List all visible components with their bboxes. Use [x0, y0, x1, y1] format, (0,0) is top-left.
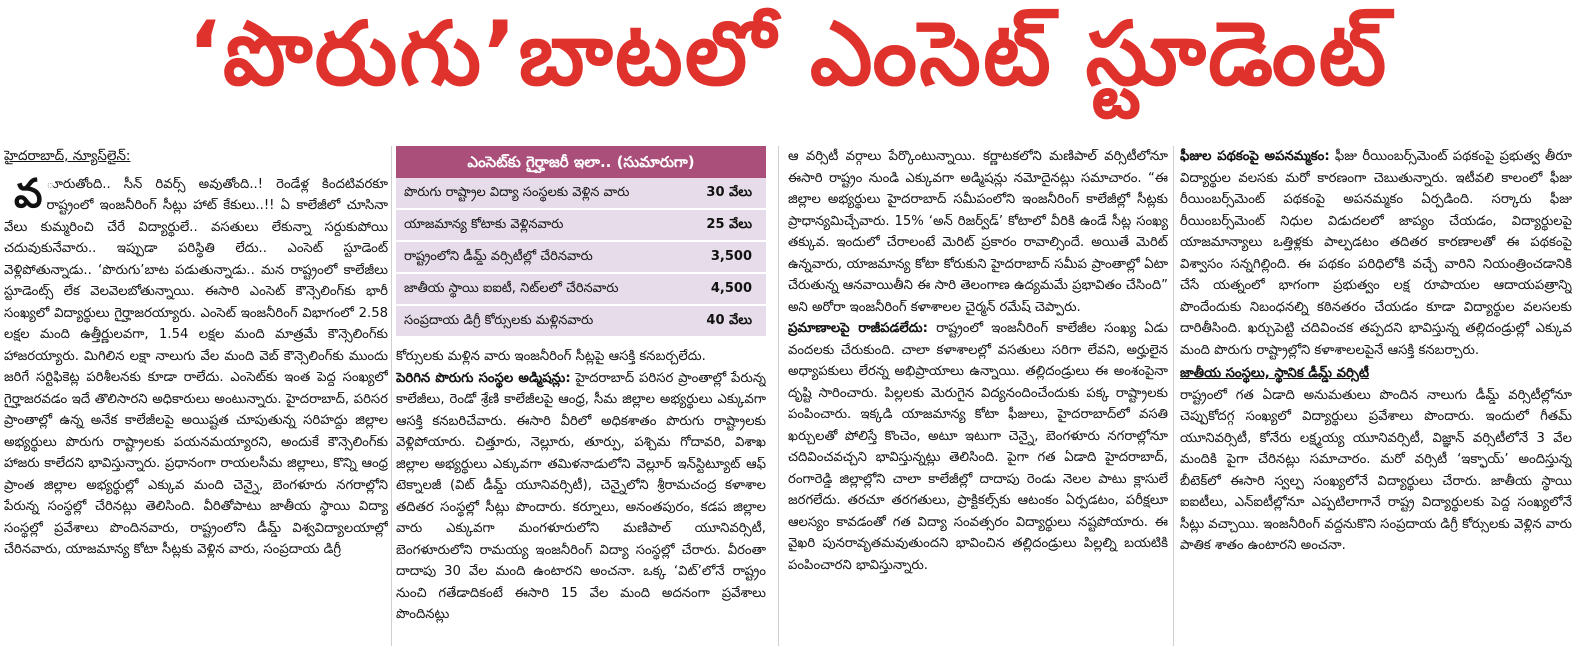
column-4 — [1180, 146, 1572, 650]
absentee-stats-box — [396, 146, 766, 338]
column-4-section-1 — [1180, 146, 1572, 361]
column-2 — [396, 146, 766, 650]
box-row-label: సంప్రదాయ డిగ్రీ కోర్సులకు మళ్లినవారు — [404, 313, 594, 329]
box-row — [396, 210, 766, 242]
box-row — [396, 274, 766, 306]
column-3-section — [788, 318, 1168, 576]
box-row-value: 4,500 — [710, 281, 752, 297]
column-2-text: హైదరాబాద్ పరిసర ప్రాంతాల్లో పేరున్న కాలేజీలు, రెండో శ్రేణి కాలేజీలపై ఆంధ్ర, సీమ జిల్లాల అభ్యర్థులు ఎక్కువగా ఆసక్తి కనబరిచేవారు. ఈసారి వీరిలో అధికశాతం పొరుగు రాష్ట్రాలకు వెళ్లిపోయారు. చిత్తూరు, నెల్లూరు, తూర్పు, పశ్చిమ గోదావరి, విశాఖ జిల్లాల అభ్యర్థులు ఎక్కువగా తమిళనాడులోని వెల్లూర్ ఇన్‌స్టిట్యూట్ ఆఫ్ టెక్నాలజీ (విట్ డీమ్డ్ యూనివర్సిటీ), చెన్నైలోని శ్రీరామచంద్ర కళాశాల తదితర సంస్థల్లో సీట్లు పొందారు. కర్నూలు, అనంతపురం, కడప జిల్లాల వారు ఎక్కువగా మంగళూరులోని మణిపాల్ యూనివర్సిటీ, బెంగళూరులోని రామయ్య ఇంజనీరింగ్ విద్యా సంస్థల్లో చేరారు. వీరంతా దాదాపు 30 వేల మంది ఉంటారని అంచనా. ఒక్క ‘విట్’లోనే రాష్ట్రం నుంచి గతేడాదికంటే ఈసారి 15 వేల మంది అదనంగా ప్రవేశాలు పొందినట్లు — [396, 370, 766, 622]
column-4-text-1: ఫీజు రీయింబర్స్‌మెంట్ పథకంపై ప్రభుత్వ తీరూ విద్యార్థుల వలసకు మరో కారణంగా చెబుతున్నారు. ఇటీవలి కాలంలో ఫీజు రీయింబర్స్‌మెంట్ పథకంపై అపనమ్మకం ఏర్పడింది. సర్కారు ఫీజు రీయింబర్స్‌మెంట్ నిధుల విడుదలలో జాప్యం చేయడం, విద్యార్థులపై యాజమాన్యాలు ఒత్తిళ్లకు పాల్పడటం తదితర కారణాలతో ఈ పథకంపై విశ్వాసం సన్నగిల్లింది. ఈ పథకం పరిధిలోకి వచ్చే వారిని నియంత్రించడానికి చేసే యత్నంలో భాగంగా ప్రభుత్వం లక్ష రూపాయల ఆదాయపత్రాన్ని పొందేందుకు నిబంధనల్ని కఠినతరం చేయడం కూడా విద్యార్థుల వలసలకు దారితీసింది. ఖర్చుపెట్టి చదివించక తప్పదని భావిస్తున్న తల్లిదండ్రుల్లో ఎక్కువ మంది పొరుగు రాష్ట్రాల్లోని కళాశాలలపైనే ఆసక్తి కనబర్చారు. — [1180, 149, 1572, 358]
box-row-value: 3,500 — [710, 249, 752, 265]
column-divider — [1173, 146, 1174, 646]
box-row-label: జాతీయ స్థాయి ఐఐటీ, నిట్‌లలో చేరినవారు — [404, 281, 619, 297]
box-row — [396, 178, 766, 210]
dateline: హైదరాబాద్, న్యూస్‌లైన్: — [4, 148, 131, 164]
box-row-value: 30 వేలు — [706, 185, 752, 201]
box-row — [396, 242, 766, 274]
column-2-section — [396, 368, 766, 626]
box-row-label: పొరుగు రాష్ట్రాల విద్యా సంస్థలకు వెళ్లిన వారు — [404, 185, 630, 201]
column-divider — [778, 146, 779, 646]
column-divider — [391, 146, 392, 646]
subheading: ప్రమాణాలపై రాజీపడలేదు: — [788, 321, 928, 336]
column-3 — [788, 146, 1168, 650]
subheading: ఫీజుల పథకంపై అపనమ్మకం: — [1180, 149, 1330, 164]
subheading: పెరిగిన పొరుగు సంస్థల అడ్మిషన్లు: — [396, 370, 571, 386]
box-row-value: 25 వేలు — [706, 217, 752, 233]
column-3-text-2: రాష్ట్రంలో ఇంజనీరింగ్ కాలేజీల సంఖ్య ఏడు వందలకు చేరుకుంది. చాలా కళాశాలల్లో వసతులు సరిగా లేవని, అర్హులైన అధ్యాపకులు లేరన్న అభిప్రాయాలు ఉన్నాయి. తల్లిదండ్రులు ఈ అంశంపైనా దృష్టి సారించారు. పిల్లలకు మెరుగైన విద్యనందించేందుకు పక్క రాష్ట్రాలకు పంపించారు. ఇక్కడి యాజమాన్య కోటా ఫీజులు, హైదరాబాద్‌లో వసతి ఖర్చులతో పోలిస్తే కొంచెం, అటూ ఇటుగా చెన్నై, బెంగళూరు నగరాల్లోనూ చదివించవచ్చని భావిస్తున్నట్లు తెలిసింది. పైగా గత ఏడాది హైదరాబాద్, రంగారెడ్డి జిల్లాల్లోని చాలా కాలేజీల్లో దాదాపు రెండు నెలల పాటు క్లాసులే జరగలేదు. తరచూ తరగతులు, ప్రాక్టికల్స్‌కు ఆటంకం ఏర్పడటం, పరీక్షలూ ఆలస్యం కావడంతో గత విద్యా సంవత్సరం విద్యార్థులు నష్టపోయారు. ఈ వైఖరి పునరావృతమవుతుందని భావించిన తల్లిదండ్రులు పిల్లల్ని బయటికి పంపించారని భావిస్తున్నారు. — [788, 321, 1168, 573]
column-1-text: ూరుతోంది.. సీన్ రివర్స్ అవుతోంది..! రెండేళ్ల కిందటివరకూ రాష్ట్రంలో ఇంజనీరింగ్ సీట్లు హాట్ కేకులు..!! ఏ కాలేజీలో చూసినా వేలు కుమ్మరించి చేరే విద్యార్థులే.. వసతులు లేకున్నా సర్దుకుపోయి చదువుకునేవారు.. ఇప్పుడా పరిస్థితి లేదు.. ఎంసెట్ స్టూడెంట్ వెళ్లిపోతున్నాడు.. ‘పొరుగు’బాట పడుతున్నాడు.. మన రాష్ట్రంలో కాలేజీలు స్టూడెంట్స్ లేక వెలవెలబోతున్నాయి. ఈసారి ఎంసెట్ కౌన్సెలింగ్‌కు భారీ సంఖ్యలో విద్యార్థులు గైర్హాజరయ్యారు. ఎంసెట్ ఇంజనీరింగ్ విభాగంలో 2.58 లక్షల మంది ఉత్తీర్ణులవగా, 1.54 లక్షల మంది మాత్రమే కౌన్సెలింగ్‌కు హాజరయ్యారు. మిగిలిన లక్షా నాలుగు వేల మంది వెబ్ కౌన్సెలింగ్‌కు ముందు జరిగే సర్టిఫికెట్ల పరిశీలనకు కూడా రాలేదు. ఎంసెట్‌కు ఇంత పెద్ద సంఖ్యలో గైర్హాజరవడం ఇదే తొలిసారని అధికారులు అంటున్నారు. హైదరాబాద్, పరిసర ప్రాంతాల్లో ఉన్న అనేక కాలేజీలపై అయిష్టత చూపుతున్న సరిహద్దు జిల్లాల అభ్యర్థులు పొరుగు రాష్ట్రాలకు పయనమయ్యారని, అందుకే కౌన్సెలింగ్‌కు హాజరు కాలేదని భావిస్తున్నారు. ప్రధానంగా రాయలసీమ జిల్లాలు, కొన్ని ఆంధ్ర ప్రాంత జిల్లాల అభ్యర్థుల్లో ఎక్కువ మంది చెన్నై, బెంగళూరు నగరాల్లోని పేరున్న సంస్థల్లో చేరినట్లు తెలిసింది. వీరితోపాటు జాతీయ స్థాయి విద్యా సంస్థల్లో ప్రవేశాలు పొందినవారు, రాష్ట్రంలోని డీమ్డ్ విశ్వవిద్యాలయాల్లో చేరినవారు, యాజమాన్య కోటా సీట్లకు వెళ్లిన వారు, సంప్రదాయ డిగ్రీ — [4, 176, 388, 557]
box-row-label: యాజమాన్య కోటాకు వెళ్లినవారు — [404, 217, 564, 233]
box-title: ఎంసెట్‌కు గైర్హాజరీ ఇలా.. (సుమారుగా) — [396, 146, 766, 178]
headline: ‘పొరుగు’బాటలో ఎంసెట్ స్టూడెంట్ — [187, 1, 1389, 105]
dropcap: వ — [14, 170, 43, 217]
column-2-intro: కోర్సులకు మళ్లిన వారు ఇంజనీరింగ్ సీట్లపై ఆసక్తి కనబర్చలేదు. — [396, 349, 706, 364]
column-4-text-2: రాష్ట్రంలో గత ఏడాది అనుమతులు పొందిన నాలుగు డీమ్డ్ వర్సిటీల్లోనూ చెప్పుకోదగ్గ సంఖ్యలో విద్యార్థులు ప్రవేశాలు పొందారు. ఇందులో గీతమ్ యూనివర్సిటీ, కోనేరు లక్ష్మయ్య యూనివర్సిటీ, విజ్ఞాన్ వర్సిటీలోనే 3 వేల మందికి పైగా చేరినట్లు సమాచారం. మరో వర్సిటీ ‘ఇక్ఫాయ్’ అందిస్తున్న బీటెక్‌లో ఈసారి స్వల్ప సంఖ్యలోనే విద్యార్థులు చేరారు. జాతీయ స్థాయి ఐఐటీలు, ఎన్‌ఐటీల్లోనూ ఎప్పటిలాగానే రాష్ట్ర విద్యార్థులకు పెద్ద సంఖ్యలోనే సీట్లు వచ్చాయి. ఇంజనీరింగ్ వద్దనుకొని సంప్రదాయ డిగ్రీ కోర్సులకు వెళ్లిన వారు పాతిక శాతం ఉంటారని అంచనా. — [1180, 387, 1572, 553]
box-row-value: 40 వేలు — [706, 313, 752, 329]
column-1-paragraph — [4, 170, 388, 561]
box-row-label: రాష్ట్రంలోని డీమ్డ్ వర్సిటీల్లో చేరినవారు — [404, 249, 593, 265]
section-heading: జాతీయ సంస్థలు, స్థానిక డీమ్డ్ వర్సిటీ — [1180, 366, 1370, 381]
box-row — [396, 306, 766, 338]
column-1 — [4, 146, 388, 650]
column-3-text-1: ఆ వర్సిటీ వర్గాలు పేర్కొంటున్నాయి. కర్ణాటకలోని మణిపాల్ వర్సిటీలోనూ ఈసారి రాష్ట్రం నుండి ఎక్కువగా అడ్మిషన్లు నమోదైనట్లు సమాచారం. “ఈ జిల్లాల అభ్యర్థులు హైదరాబాద్ సమీపంలోని ఇంజనీరింగ్ కాలేజీల్లో సీట్లకు ప్రాధాన్యమిచ్చేవారు. 15% ‘అన్ రిజర్వ్‌డ్’ కోటాలో వీరికి ఉండే సీట్ల సంఖ్య తక్కువ. ఇందులో చేరాలంటే మెరిట్ ప్రకారం రావాల్సిందే. అయితే మెరిట్ ఉన్నవారు, యాజమాన్య కోటా కోరుకుని హైదరాబాద్ సమీప ప్రాంతాల్లో ఏటా చేరుతున్న ఆనవాయితీని ఈ సారి తెలంగాణ ఉద్యమమే ప్రభావితం చేసింది” అని అరోరా ఇంజనీరింగ్ కళాశాలల చైర్మన్ రమేష్ చెప్పారు. — [788, 149, 1168, 315]
